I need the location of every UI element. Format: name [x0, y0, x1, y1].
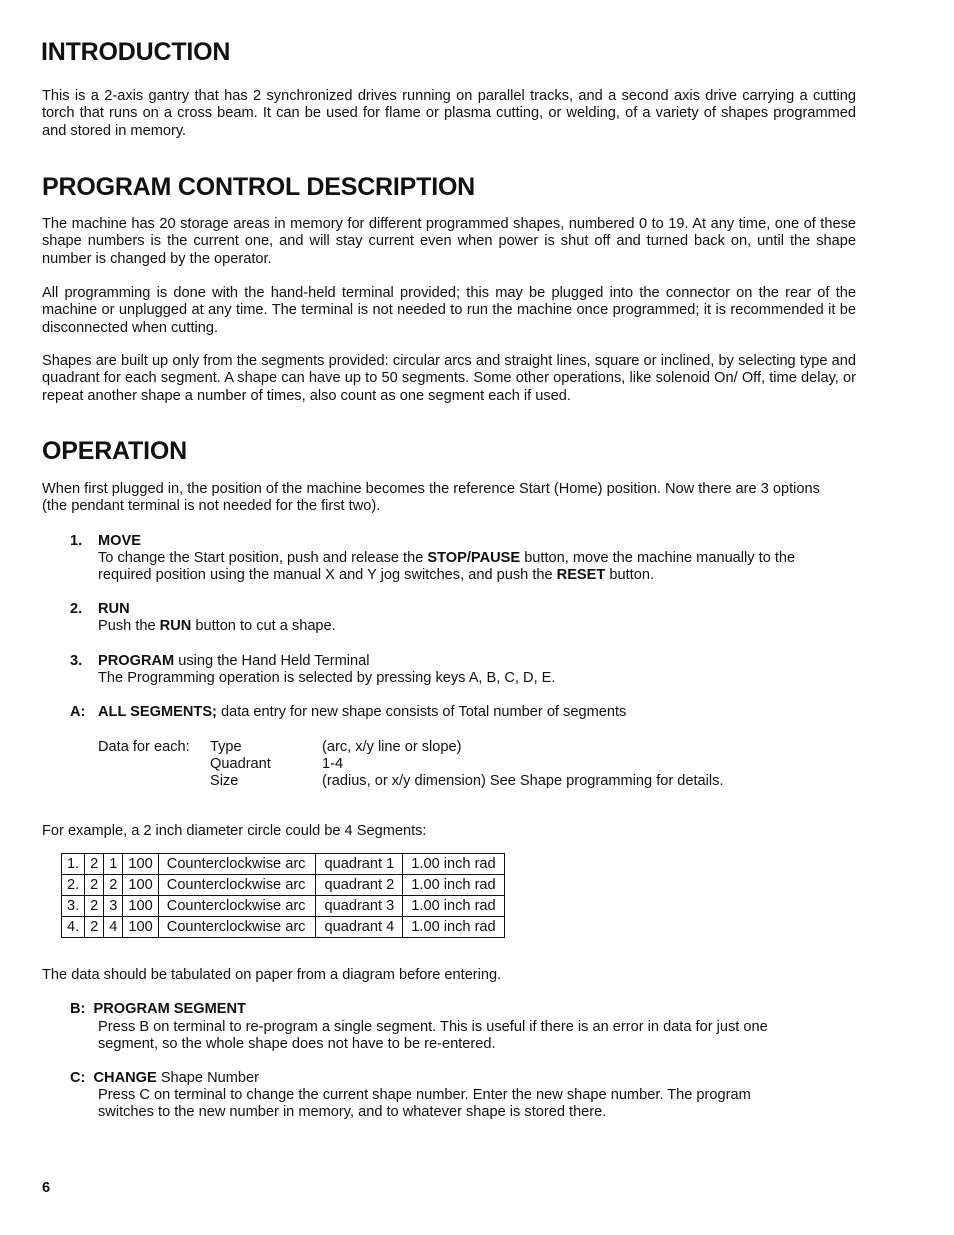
all-segments-title: ALL SEGMENTS; data entry for new shape consists of Total number of segments: [98, 704, 627, 720]
table-cell: quadrant 2: [316, 875, 403, 896]
program-control-paragraph-1: The machine has 20 storage areas in memory for different programmed shapes, numbered 0 to 19. At any time, one of these shape numbers is the current one, and will stay current even when power is shut off and turned back on, until the shape number is changed by the operator.: [42, 216, 856, 267]
change-line-2: switches to the new number in memory, and to whatever shape is stored there.: [98, 1104, 607, 1120]
option-run-title: RUN: [98, 601, 130, 617]
table-cell: 2: [85, 875, 104, 896]
table-cell: 100: [123, 896, 158, 917]
change-line-1: Press C on terminal to change the current shape number. Enter the new shape number. The program: [98, 1087, 751, 1103]
segment-example-table: [61, 853, 505, 938]
option-run-line: Push the RUN button to cut a shape.: [98, 618, 336, 634]
stop-pause-label: STOP/PAUSE: [427, 550, 521, 566]
table-cell: 1.00 inch rad: [403, 917, 504, 938]
option-program-title: PROGRAM using the Hand Held Terminal: [98, 653, 370, 669]
option-run-number: 2.: [70, 601, 83, 617]
table-cell: 100: [123, 875, 158, 896]
intro-paragraph: This is a 2-axis gantry that has 2 synchronized drives running on parallel tracks, and a second axis drive carrying a cutting torch that runs on a cross beam. It can be used for flame or plasma cutting, or welding, of a variety of shapes programmed and stored in memory.: [42, 88, 856, 139]
program-segment-title: B: PROGRAM SEGMENT: [70, 1001, 246, 1017]
table-cell: 1.00 inch rad: [403, 896, 504, 917]
option-move-title: MOVE: [98, 533, 141, 549]
operation-heading: OPERATION: [42, 437, 187, 465]
data-row-quadrant-name: Quadrant: [210, 756, 271, 772]
program-control-paragraph-2: All programming is done with the hand-held terminal provided; this may be plugged into the connector on the rear of the machine or unplugged at any time. The terminal is not needed to run the machine once programmed; it is recommended it be disconnected when cutting.: [42, 285, 856, 336]
table-cell: 100: [123, 854, 158, 875]
table-cell: quadrant 1: [316, 854, 403, 875]
reset-label: RESET: [556, 567, 606, 583]
program-control-heading: PROGRAM CONTROL DESCRIPTION: [42, 173, 476, 201]
option-move-line-1: To change the Start position, push and release the STOP/PAUSE button, move the machine manually to the: [98, 550, 796, 566]
table-cell: 4: [104, 917, 123, 938]
table-cell: 1: [104, 854, 123, 875]
data-row-size-desc: (radius, or x/y dimension) See Shape programming for details.: [322, 773, 724, 789]
program-segment-line-1: Press B on terminal to re-program a single segment. This is useful if there is an error in data for just one: [98, 1019, 768, 1035]
option-program-number: 3.: [70, 653, 83, 669]
data-row-type-desc: (arc, x/y line or slope): [322, 739, 462, 755]
program-segment-line-2: segment, so the whole shape does not have to be re-entered.: [98, 1036, 496, 1052]
table-row: [62, 875, 505, 896]
table-cell: 2: [85, 896, 104, 917]
table-cell: Counterclockwise arc: [158, 854, 316, 875]
option-move-line-2: required position using the manual X and Y jog switches, and push the RESET button.: [98, 567, 654, 583]
table-cell: quadrant 3: [316, 896, 403, 917]
table-row: [62, 854, 505, 875]
table-cell: 4.: [62, 917, 85, 938]
example-intro: For example, a 2 inch diameter circle could be 4 Segments:: [42, 823, 427, 839]
table-cell: Counterclockwise arc: [158, 917, 316, 938]
tabulate-note: The data should be tabulated on paper from a diagram before entering.: [42, 967, 502, 983]
program-control-paragraph-3: Shapes are built up only from the segments provided: circular arcs and straight lines, square or inclined, by selecting type and quadrant for each segment. A shape can have up to 50 segments. Some other operations, like solenoid On/ Off, time delay, or repeat another shape a number of times, also count as one segment each if used.: [42, 353, 856, 404]
intro-heading: INTRODUCTION: [41, 38, 231, 66]
table-cell: Counterclockwise arc: [158, 896, 316, 917]
table-cell: 3.: [62, 896, 85, 917]
table-cell: Counterclockwise arc: [158, 875, 316, 896]
data-row-size-name: Size: [210, 773, 239, 789]
table-cell: 2: [85, 854, 104, 875]
table-cell: 3: [104, 896, 123, 917]
run-label: RUN: [159, 618, 192, 634]
option-move-number: 1.: [70, 533, 83, 549]
data-row-quadrant-desc: 1-4: [322, 756, 344, 772]
table-cell: 1.: [62, 854, 85, 875]
table-row: [62, 917, 505, 938]
page-number: 6: [42, 1180, 51, 1196]
option-program-line-2: The Programming operation is selected by pressing keys A, B, C, D, E.: [98, 670, 556, 686]
data-row-type-name: Type: [210, 739, 242, 755]
table-cell: 1.00 inch rad: [403, 854, 504, 875]
table-cell: 2.: [62, 875, 85, 896]
table-cell: 100: [123, 917, 158, 938]
table-cell: 1.00 inch rad: [403, 875, 504, 896]
all-segments-label: A:: [70, 704, 86, 720]
data-for-each-label: Data for each:: [98, 739, 190, 755]
table-cell: quadrant 4: [316, 917, 403, 938]
table-cell: 2: [85, 917, 104, 938]
operation-paragraph: When first plugged in, the position of the machine becomes the reference Start (Home) position. Now there are 3 options (the pendant terminal is not needed for the first two).: [42, 481, 820, 515]
table-row: [62, 896, 505, 917]
change-title: C: CHANGE Shape Number: [70, 1070, 259, 1086]
table-cell: 2: [104, 875, 123, 896]
